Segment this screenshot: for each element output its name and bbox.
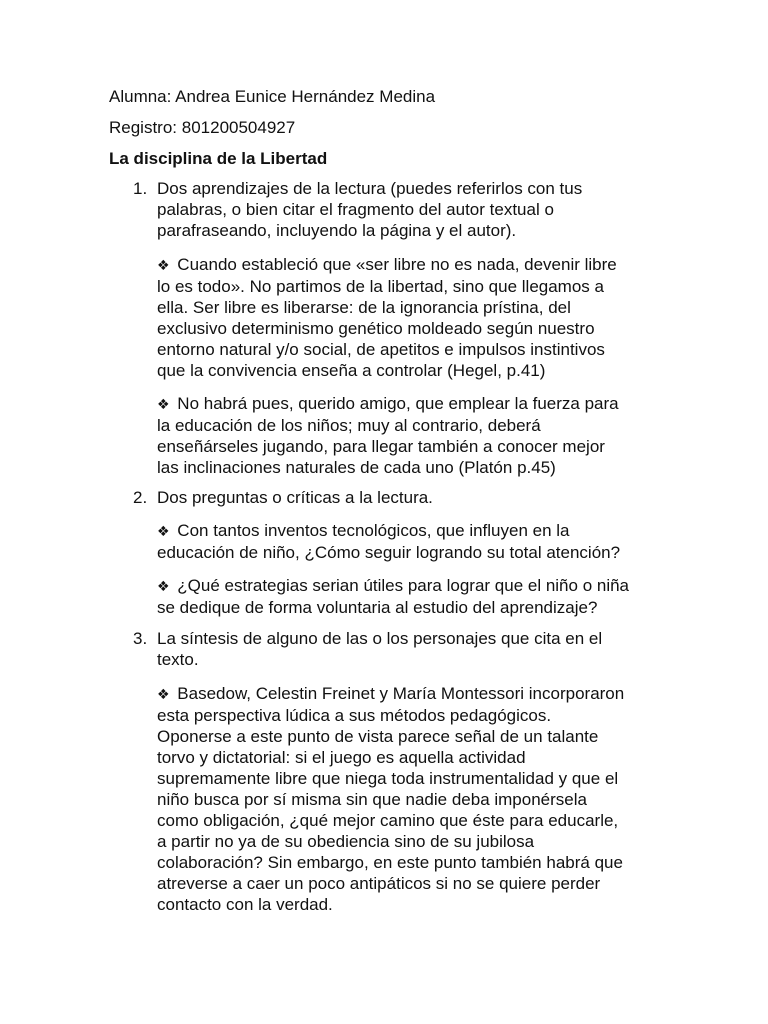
diamond-bullet-icon: ❖	[157, 686, 170, 702]
text-line: Dos aprendizajes de la lectura (puedes referirlos con tus	[157, 179, 583, 198]
list-item-number: 1.	[133, 179, 148, 198]
text-line: supremamente libre que niega toda instrumentalidad y que el	[157, 769, 619, 788]
text-line: se dedique de forma voluntaria al estudio del aprendizaje?	[157, 598, 598, 617]
text-line: ❖ Con tantos inventos tecnológicos, que influyen en la	[157, 521, 570, 540]
list-item-text	[157, 487, 653, 508]
text-line: ❖ Cuando estableció que «ser libre no es nada, devenir libre	[157, 255, 617, 274]
bullet-paragraph	[157, 520, 657, 563]
text-line: contacto con la verdad.	[157, 895, 333, 914]
bullet-paragraph	[157, 575, 657, 618]
text-line: parafraseando, incluyendo la página y el autor).	[157, 221, 517, 240]
text-line: colaboración? Sin embargo, en este punto también habrá que	[157, 853, 623, 872]
list-item-number: 3.	[133, 629, 148, 648]
list-item-text	[157, 628, 653, 670]
text-line: esta perspectiva lúdica a sus métodos pedagógicos.	[157, 706, 552, 725]
bullet-paragraph	[157, 393, 657, 478]
list-item-text	[157, 178, 653, 241]
text-line: palabras, o bien citar el fragmento del autor textual o	[157, 200, 554, 219]
text-line: a partir no ya de su obediencia sino de su jubilosa	[157, 832, 535, 851]
text-line: exclusivo determinismo genético moldeado según nuestro	[157, 319, 595, 338]
bullet-paragraph	[157, 683, 657, 915]
text-line: ❖ No habrá pues, querido amigo, que emplear la fuerza para	[157, 394, 619, 413]
text-line: que la convivencia enseña a controlar (Hegel, p.41)	[157, 361, 546, 380]
text-line: texto.	[157, 650, 199, 669]
text-line: entorno natural y/o social, de apetitos e impulsos instintivos	[157, 340, 605, 359]
text-line: ❖ Basedow, Celestin Freinet y María Montessori incorporaron	[157, 684, 625, 703]
text-line: atreverse a caer un poco antipáticos si no se quiere perder	[157, 874, 601, 893]
text-line: ella. Ser libre es liberarse: de la ignorancia prístina, del	[157, 298, 571, 317]
student-name: Alumna: Andrea Eunice Hernández Medina	[109, 87, 436, 106]
text-line: las inclinaciones naturales de cada uno (Platón p.45)	[157, 458, 556, 477]
text-line: la educación de los niños; muy al contrario, deberá	[157, 416, 541, 435]
registration-number: Registro: 801200504927	[109, 118, 296, 137]
text-line: como obligación, ¿qué mejor camino que éste para educarle,	[157, 811, 619, 830]
text-line: niño busca por sí misma sin que nadie deba imponérsela	[157, 790, 587, 809]
text-line: torvo y dictatorial: si el juego es aquella actividad	[157, 748, 526, 767]
diamond-bullet-icon: ❖	[157, 257, 170, 273]
text-line: Dos preguntas o críticas a la lectura.	[157, 488, 433, 507]
text-line: La síntesis de alguno de las o los personajes que cita en el	[157, 629, 603, 648]
document-title: La disciplina de la Libertad	[109, 149, 328, 168]
text-line: enseñárseles jugando, para llegar también a conocer mejor	[157, 437, 605, 456]
text-line: lo es todo». No partimos de la libertad, sino que llegamos a	[157, 277, 604, 296]
text-line: Oponerse a este punto de vista parece señal de un talante	[157, 727, 599, 746]
text-line: ❖ ¿Qué estrategias serian útiles para lograr que el niño o niña	[157, 576, 630, 595]
list-item-number: 2.	[133, 488, 148, 507]
bullet-paragraph	[157, 254, 657, 381]
diamond-bullet-icon: ❖	[157, 578, 170, 594]
text-line: educación de niño, ¿Cómo seguir logrando su total atención?	[157, 543, 621, 562]
diamond-bullet-icon: ❖	[157, 523, 170, 539]
diamond-bullet-icon: ❖	[157, 396, 170, 412]
